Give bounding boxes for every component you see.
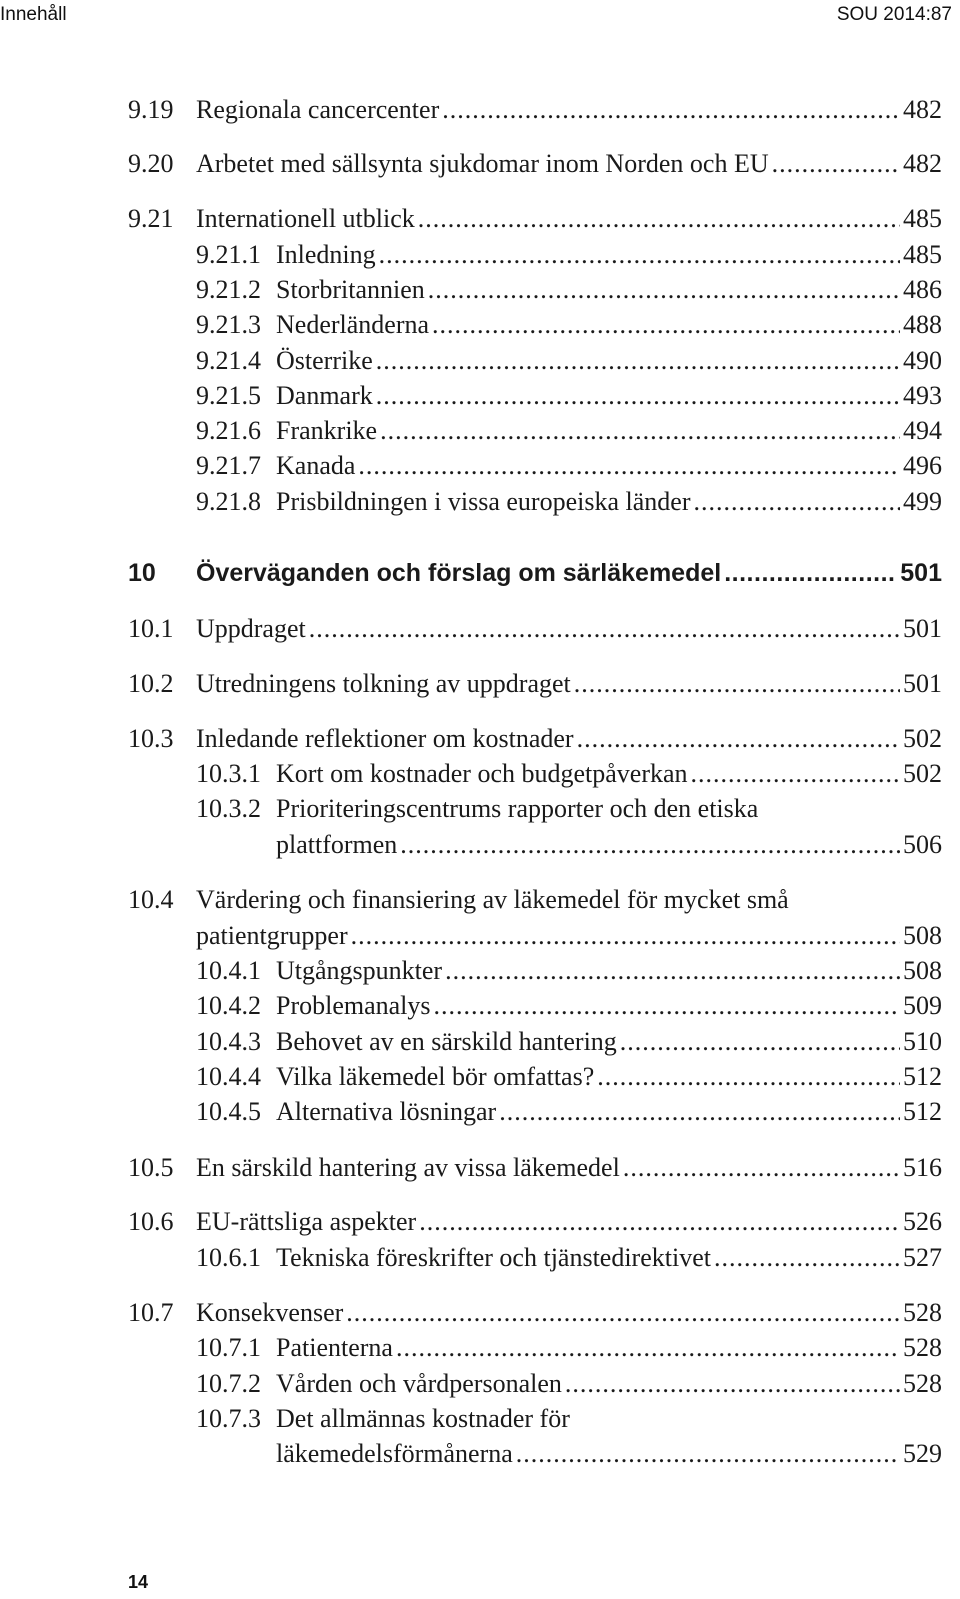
toc-entry[interactable] <box>0 882 942 918</box>
dot-leader <box>376 378 900 414</box>
toc-entry-title: Vilka läkemedel bör omfattas? <box>276 1062 595 1091</box>
toc-entry-line <box>276 343 942 379</box>
toc-entry-title: Danmark <box>276 381 373 410</box>
toc-entry[interactable] <box>0 146 942 182</box>
toc-entry-title: Österrike <box>276 346 373 375</box>
dot-leader <box>516 1436 900 1472</box>
toc-entry[interactable] <box>0 1401 942 1437</box>
toc-entry-number: 10.3 <box>128 724 174 753</box>
toc-entry-number: 10.4.2 <box>196 991 261 1020</box>
toc-entry-number: 10.7 <box>128 1298 174 1327</box>
dot-leader <box>597 1059 900 1095</box>
toc-entry-page: 494 <box>903 416 942 445</box>
dot-leader <box>309 611 900 647</box>
running-header-section: Innehåll <box>0 4 67 25</box>
toc-entry-title: Utredningens tolkning av uppdraget <box>196 669 571 698</box>
toc-entry-page: 502 <box>903 759 942 788</box>
dot-leader <box>400 827 900 863</box>
dot-leader <box>379 237 900 273</box>
toc-entry-title: Det allmännas kostnader för <box>276 1404 570 1433</box>
toc-entry-title: Nederländerna <box>276 310 430 339</box>
toc-entry[interactable] <box>0 1330 942 1366</box>
toc-entry-line <box>196 721 942 757</box>
toc-entry-page: 528 <box>903 1298 942 1327</box>
page-number: 14 <box>128 1572 149 1592</box>
dot-leader <box>434 988 900 1024</box>
toc-entry-line <box>196 555 942 591</box>
toc-entry-number: 10.7.1 <box>196 1333 261 1362</box>
running-header-report-id: SOU 2014:87 <box>836 4 952 25</box>
toc-entry-title: Tekniska föreskrifter och tjänstedirektivet <box>276 1243 711 1272</box>
toc-entry-number: 10.4.1 <box>196 956 261 985</box>
dot-leader <box>623 1150 900 1186</box>
toc-entry-line <box>196 92 942 128</box>
toc-entry[interactable] <box>0 307 942 343</box>
toc-entry-title: Alternativa lösningar <box>276 1097 497 1126</box>
toc-entry[interactable] <box>0 791 942 827</box>
toc-entry-title: Problemanalys <box>276 991 431 1020</box>
toc-entry-page: 512 <box>903 1097 942 1126</box>
toc-entry-page: 501 <box>903 614 942 643</box>
toc-entry-line <box>196 611 942 647</box>
toc-entry-number: 10.6 <box>128 1207 174 1236</box>
toc-entry-line <box>276 307 942 343</box>
toc-entry[interactable] <box>0 721 942 757</box>
toc-entry-page: 516 <box>903 1153 942 1182</box>
toc-entry-page: 501 <box>903 669 942 698</box>
toc-entry-number: 9.19 <box>128 95 174 124</box>
toc-entry-number: 9.21 <box>128 204 174 233</box>
toc-entry[interactable] <box>0 237 942 273</box>
dot-leader <box>499 1094 900 1130</box>
toc-entry-line <box>276 272 942 308</box>
toc-entry-line <box>276 237 942 273</box>
toc-entry-page: 502 <box>903 724 942 753</box>
toc-entry-line <box>276 1059 942 1095</box>
toc-entry-line <box>276 827 942 863</box>
toc-entry[interactable] <box>0 448 942 484</box>
toc-entry-title: Värdering och finansiering av läkemedel för mycket små <box>196 885 789 914</box>
toc-entry-number: 10.2 <box>128 669 174 698</box>
dot-leader <box>724 555 897 591</box>
toc-entry-line <box>276 1436 942 1472</box>
toc-entry-title: EU-rättsliga aspekter <box>196 1207 417 1236</box>
toc-entry-number: 9.21.4 <box>196 346 261 375</box>
toc-entry-page: 482 <box>903 149 942 178</box>
toc-entry-title: Storbritannien <box>276 275 425 304</box>
dot-leader <box>693 484 900 520</box>
toc-entry-title: Kort om kostnader och budgetpåverkan <box>276 759 688 788</box>
toc-entry-title: Internationell utblick <box>196 204 415 233</box>
toc-entry-title: Utgångspunkter <box>276 956 443 985</box>
toc-entry-title: Uppdraget <box>196 614 306 643</box>
toc-entry-number: 9.21.7 <box>196 451 261 480</box>
toc-entry-line <box>196 201 942 237</box>
toc-entry-title: Vården och vårdpersonalen <box>276 1369 562 1398</box>
dot-leader <box>418 201 900 237</box>
dot-leader <box>574 666 900 702</box>
toc-entry[interactable] <box>0 92 942 128</box>
toc-entry-page: 527 <box>903 1243 942 1272</box>
toc-entry-title: patientgrupper <box>196 921 348 950</box>
dot-leader <box>691 756 900 792</box>
toc-entry-page: 506 <box>903 830 942 859</box>
dot-leader <box>577 721 900 757</box>
toc-entry-line <box>196 882 942 918</box>
toc-entry-page: 485 <box>903 204 942 233</box>
dot-leader <box>620 1024 900 1060</box>
toc-entry-number: 10.1 <box>128 614 174 643</box>
toc-entry-line <box>196 918 942 954</box>
dot-leader <box>442 92 900 128</box>
toc-entry-number: 9.20 <box>128 149 174 178</box>
toc-entry-number: 10.3.1 <box>196 759 261 788</box>
dot-leader <box>419 1204 900 1240</box>
toc-entry[interactable] <box>0 988 942 1024</box>
dot-leader <box>396 1330 900 1366</box>
toc-entry-number: 10.4.3 <box>196 1027 261 1056</box>
toc-entry-line <box>276 1401 942 1437</box>
toc-entry[interactable] <box>0 1094 942 1130</box>
toc-entry-line <box>196 666 942 702</box>
toc-entry-page: 493 <box>903 381 942 410</box>
dot-leader <box>445 953 900 989</box>
toc-entry-line <box>276 1240 942 1276</box>
toc-entry-page: 528 <box>903 1369 942 1398</box>
toc-entry-number: 9.21.5 <box>196 381 261 410</box>
toc-entry[interactable] <box>0 953 942 989</box>
toc-entry-title: Överväganden och förslag om särläkemedel <box>196 559 722 587</box>
toc-entry[interactable] <box>0 484 942 520</box>
toc-entry[interactable] <box>0 201 942 237</box>
toc-entry-line <box>196 146 942 182</box>
toc-entry-line <box>276 1330 942 1366</box>
toc-entry-title: Inledning <box>276 240 376 269</box>
toc-entry-title: Regionala cancercenter <box>196 95 440 124</box>
toc-entry[interactable] <box>0 1436 942 1472</box>
toc-entry[interactable] <box>0 378 942 414</box>
toc-entry-line <box>276 378 942 414</box>
toc-entry[interactable] <box>0 343 942 379</box>
toc-entry-line <box>276 988 942 1024</box>
toc-entry[interactable] <box>0 1240 942 1276</box>
toc-entry-line <box>276 953 942 989</box>
toc-entry-line <box>276 484 942 520</box>
toc-entry-title: Inledande reflektioner om kostnader <box>196 724 574 753</box>
toc-entry-line <box>276 756 942 792</box>
toc-entry-line <box>276 1094 942 1130</box>
toc-entry-page: 499 <box>903 487 942 516</box>
toc-entry-number: 10.4.5 <box>196 1097 261 1126</box>
toc-entry-number: 9.21.3 <box>196 310 261 339</box>
toc-entry-title: plattformen <box>276 830 398 859</box>
toc-entry[interactable] <box>0 1295 942 1331</box>
toc-entry[interactable] <box>0 1059 942 1095</box>
toc-entry-page: 482 <box>903 95 942 124</box>
toc-entry[interactable] <box>0 611 942 647</box>
toc-entry-line <box>276 1366 942 1402</box>
toc-entry-number: 10.4.4 <box>196 1062 261 1091</box>
toc-entry-page: 508 <box>903 921 942 950</box>
toc-entry-title: Kanada <box>276 451 356 480</box>
toc-entry-line <box>196 1204 942 1240</box>
toc-entry-number: 10 <box>128 559 156 587</box>
toc-entry-line <box>276 1024 942 1060</box>
toc-entry-page: 490 <box>903 346 942 375</box>
dot-leader <box>714 1240 900 1276</box>
toc-entry-line <box>196 1295 942 1331</box>
toc-entry-number: 9.21.8 <box>196 487 261 516</box>
toc-entry-line <box>276 413 942 449</box>
toc-entry-title: Patienterna <box>276 1333 393 1362</box>
toc-entry-line <box>196 1150 942 1186</box>
toc-entry-title: Prisbildningen i vissa europeiska länder <box>276 487 691 516</box>
toc-entry[interactable] <box>0 827 942 863</box>
toc-entry[interactable] <box>0 1024 942 1060</box>
toc-entry-page: 485 <box>903 240 942 269</box>
dot-leader <box>432 307 900 343</box>
toc-entry-line <box>276 448 942 484</box>
toc-entry-number: 9.21.2 <box>196 275 261 304</box>
toc-entry-number: 10.4 <box>128 885 174 914</box>
toc-entry[interactable] <box>0 1150 942 1186</box>
toc-entry-page: 528 <box>903 1333 942 1362</box>
toc-entry-number: 10.7.3 <box>196 1404 261 1433</box>
dot-leader <box>376 343 900 379</box>
toc-entry-title: läkemedelsförmånerna <box>276 1439 513 1468</box>
toc-entry-line <box>276 791 942 827</box>
toc-entry[interactable] <box>0 1204 942 1240</box>
toc-entry-number: 10.6.1 <box>196 1243 261 1272</box>
toc-entry[interactable] <box>0 555 942 591</box>
toc-entry[interactable] <box>0 1366 942 1402</box>
toc-entry-page: 510 <box>903 1027 942 1056</box>
toc-entry[interactable] <box>0 666 942 702</box>
dot-leader <box>772 146 900 182</box>
toc-entry-page: 486 <box>903 275 942 304</box>
toc-entry-number: 9.21.6 <box>196 416 261 445</box>
toc-entry-page: 496 <box>903 451 942 480</box>
toc-entry-title: Prioriteringscentrums rapporter och den etiska <box>276 794 759 823</box>
toc-entry-page: 509 <box>903 991 942 1020</box>
toc-entry-title: Arbetet med sällsynta sjukdomar inom Norden och EU <box>196 149 769 178</box>
toc-entry-page: 501 <box>900 559 942 587</box>
toc-entry-title: Frankrike <box>276 416 378 445</box>
toc-entry-number: 10.3.2 <box>196 794 261 823</box>
toc-entry-page: 529 <box>903 1439 942 1468</box>
dot-leader <box>358 448 900 484</box>
toc-entry[interactable] <box>0 413 942 449</box>
dot-leader <box>351 918 900 954</box>
toc-entry[interactable] <box>0 918 942 954</box>
toc-entry-page: 512 <box>903 1062 942 1091</box>
dot-leader <box>380 413 900 449</box>
toc-entry-title: Behovet av en särskild hantering <box>276 1027 617 1056</box>
toc-entry-page: 488 <box>903 310 942 339</box>
toc-entry-number: 10.5 <box>128 1153 174 1182</box>
dot-leader <box>428 272 900 308</box>
dot-leader <box>565 1366 900 1402</box>
toc-entry[interactable] <box>0 756 942 792</box>
toc-entry-title: Konsekvenser <box>196 1298 344 1327</box>
toc-entry-page: 526 <box>903 1207 942 1236</box>
dot-leader <box>346 1295 900 1331</box>
toc-entry-page: 508 <box>903 956 942 985</box>
toc-entry-number: 9.21.1 <box>196 240 261 269</box>
toc-entry[interactable] <box>0 272 942 308</box>
toc-entry-number: 10.7.2 <box>196 1369 261 1398</box>
toc-entry-title: En särskild hantering av vissa läkemedel <box>196 1153 620 1182</box>
